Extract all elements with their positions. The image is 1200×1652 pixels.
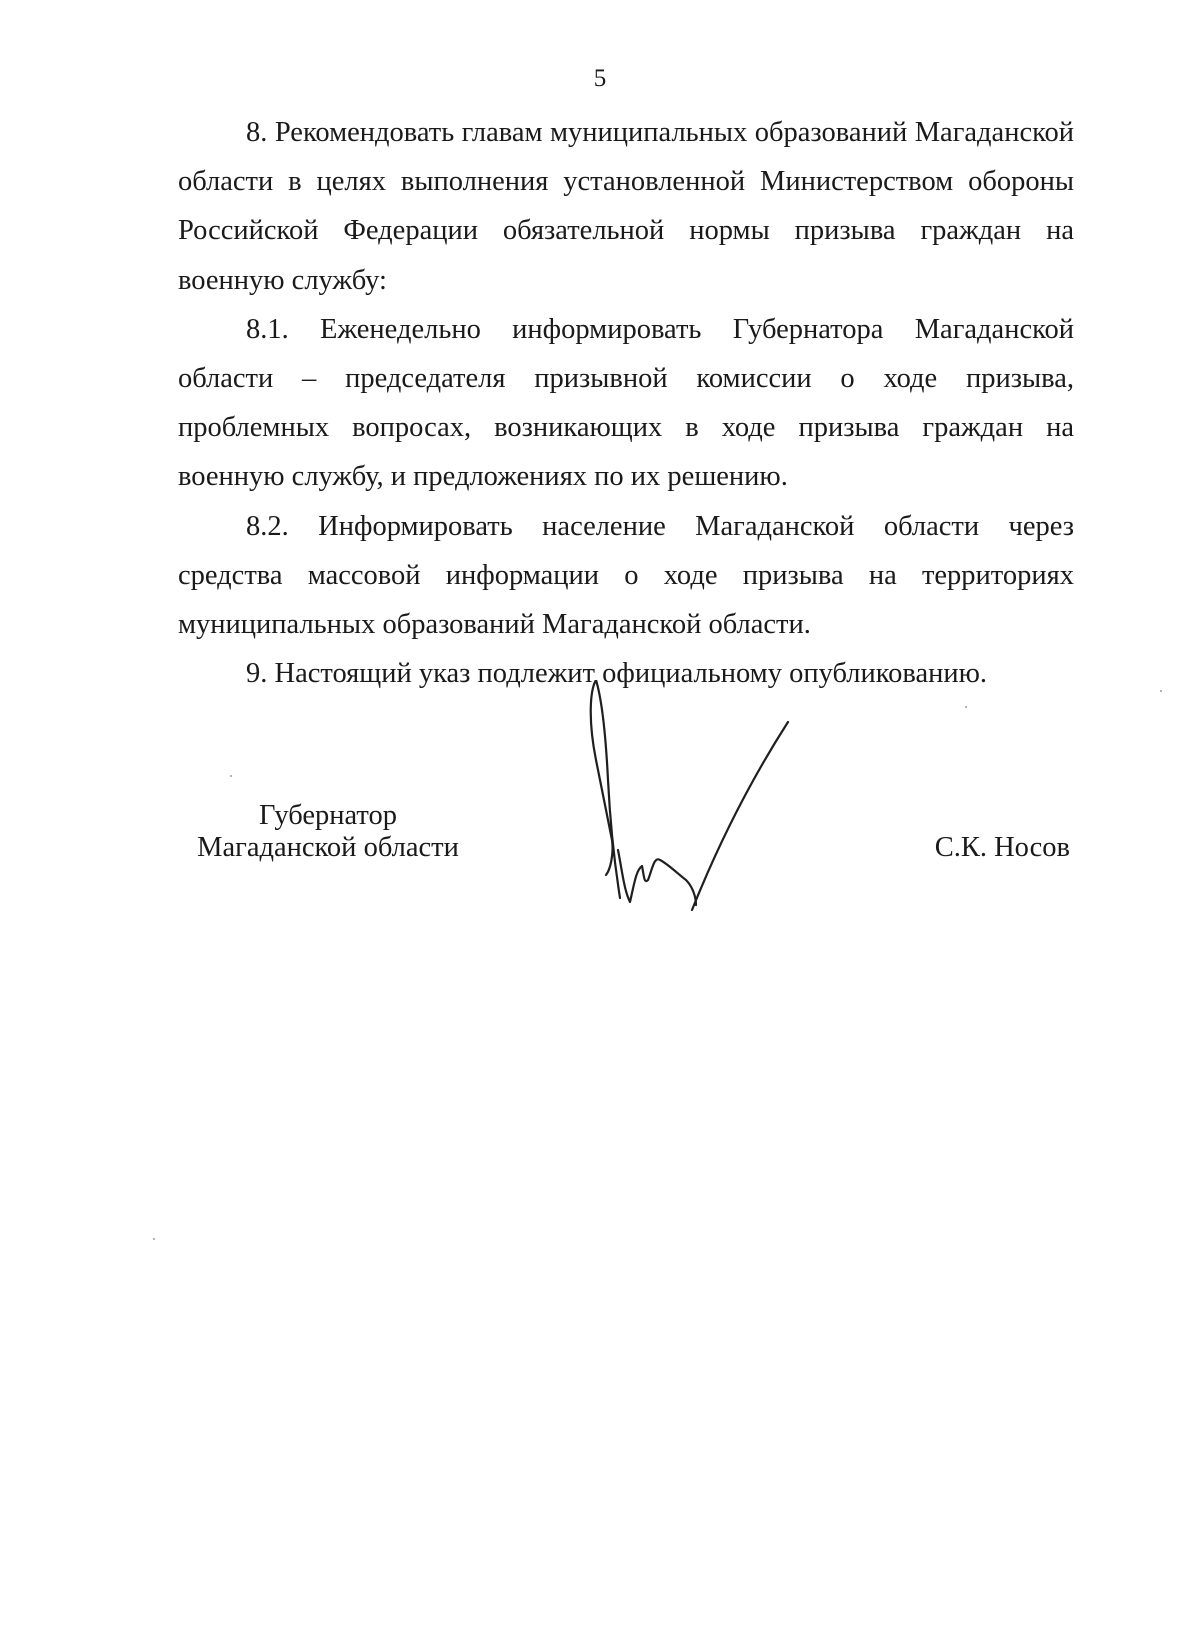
paragraph-8: 8. Рекомендовать главам муниципальных образований Магаданской области в целях выполнения установленной Министерством обороны Российской Федерации обязательной нормы призыва граждан на военную службу: (178, 117, 1074, 296)
scan-speck (965, 706, 967, 708)
signatory-title-line-1: Губернатор (258, 800, 398, 831)
scan-speck (1160, 690, 1162, 692)
paragraph-8-1: 8.1. Еженедельно информировать Губернатора Магаданской области – председателя призывной комиссии о ходе призыва, проблемных вопросах, возникающих в ходе призыва граждан на военную службу, и предложениях по их решению. (178, 313, 1074, 493)
signatory-title-line-2: Магаданской области (197, 832, 459, 863)
page-number: 5 (593, 65, 607, 92)
paragraph-8-2: 8.2. Информировать население Магаданской области через средства массовой информации о ходе призыва на территориях муниципальных образований Магаданской области. (178, 510, 1074, 641)
signatory-name: С.К. Носов (934, 832, 1070, 863)
document-body (178, 108, 1074, 698)
paragraph-9: 9. Настоящий указ подлежит официальному опубликованию. (246, 658, 988, 690)
signatory-title (178, 800, 478, 864)
scan-speck (153, 1238, 155, 1240)
scan-speck (230, 775, 232, 777)
signature-icon (588, 680, 828, 930)
